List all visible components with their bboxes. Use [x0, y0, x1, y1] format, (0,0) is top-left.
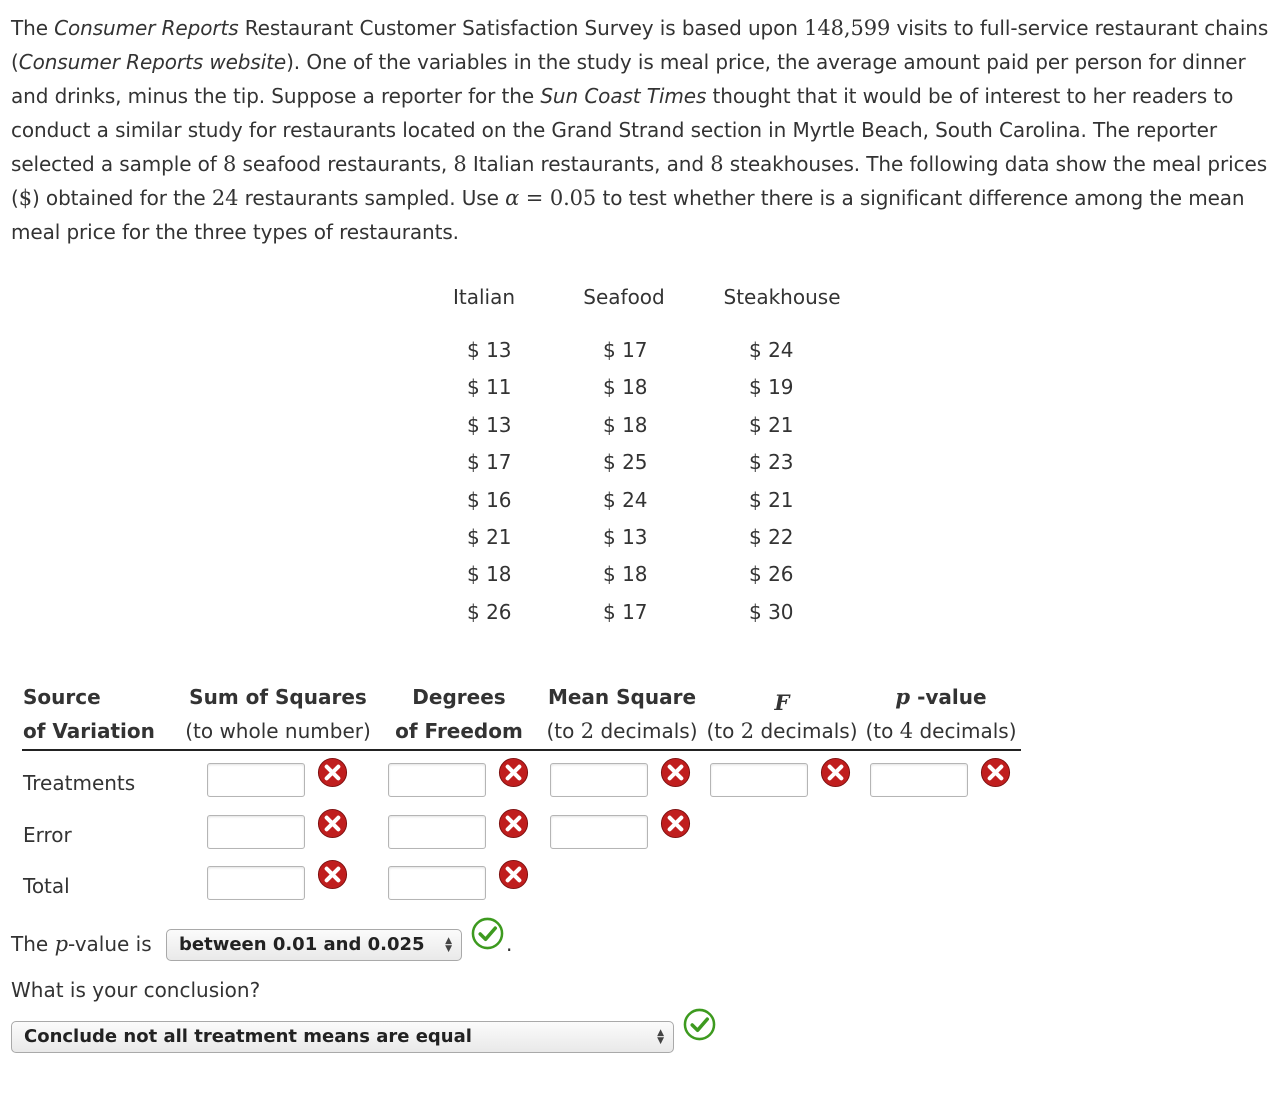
- conclusion-select[interactable]: [11, 1021, 674, 1053]
- conclusion-selected: Conclude not all treatment means are equal: [24, 1026, 472, 1047]
- header-p-value: p -value (to 4 decimals): [865, 684, 1017, 743]
- column-header-steakhouse: Steakhouse: [723, 285, 841, 309]
- price-cell: $ 17: [603, 599, 648, 624]
- treatments-f-input[interactable]: [710, 763, 808, 797]
- treatments-df-input[interactable]: [388, 763, 486, 797]
- error-df-input[interactable]: [388, 815, 486, 849]
- header-f-statistic: F (to 2 decimals): [706, 690, 858, 743]
- row-label-error: Error: [23, 823, 72, 847]
- row-label-total: Total: [23, 874, 70, 898]
- header-source: Source of Variation: [23, 685, 155, 743]
- anova-header-divider: [22, 749, 1021, 751]
- price-cell: $ 16: [467, 487, 512, 512]
- select-arrows-icon: ▲ ▼: [445, 936, 452, 954]
- price-cell: $ 25: [603, 450, 648, 475]
- price-cell: $ 21: [749, 412, 794, 437]
- incorrect-icon: [659, 756, 692, 789]
- incorrect-icon: [497, 807, 530, 840]
- incorrect-icon: [497, 858, 530, 891]
- incorrect-icon: [659, 807, 692, 840]
- p-value-range-selected: between 0.01 and 0.025: [179, 934, 425, 955]
- price-cell: $ 17: [467, 450, 512, 475]
- price-cell: $ 24: [749, 338, 794, 362]
- conclusion-prompt: What is your conclusion?: [11, 978, 261, 1002]
- header-mean-square: Mean Square (to 2 decimals): [546, 685, 698, 743]
- price-cell: $ 13: [603, 525, 648, 549]
- price-cell: $ 11: [467, 375, 512, 400]
- price-cell: $ 13: [467, 338, 512, 362]
- price-cell: $ 21: [749, 487, 794, 512]
- incorrect-icon: [316, 858, 349, 891]
- price-cell: $ 22: [749, 525, 794, 549]
- incorrect-icon: [316, 756, 349, 789]
- header-degrees-of-freedom: Degrees of Freedom: [395, 685, 523, 743]
- treatments-ms-input[interactable]: [550, 763, 648, 797]
- p-value-range-select[interactable]: [166, 929, 462, 961]
- header-sum-of-squares: Sum of Squares (to whole number): [185, 685, 371, 743]
- correct-icon: [683, 1008, 716, 1041]
- price-cell: $ 18: [467, 562, 512, 587]
- price-cell: $ 24: [603, 487, 648, 512]
- price-cell: $ 18: [603, 412, 648, 437]
- incorrect-icon: [497, 756, 530, 789]
- column-header-italian: Italian: [452, 285, 516, 309]
- correct-icon: [471, 917, 504, 950]
- p-value-prompt: The p-value is: [11, 932, 152, 956]
- column-header-seafood: Seafood: [583, 285, 665, 309]
- price-cell: $ 21: [467, 525, 512, 549]
- price-cell: $ 18: [603, 562, 648, 587]
- price-cell: $ 17: [603, 338, 648, 362]
- price-cell: $ 19: [749, 375, 794, 400]
- price-cell: $ 13: [467, 412, 512, 437]
- price-cell: $ 30: [749, 599, 794, 624]
- price-cell: $ 26: [749, 562, 794, 587]
- total-df-input[interactable]: [388, 866, 486, 900]
- price-cell: $ 23: [749, 450, 794, 475]
- price-cell: $ 18: [603, 375, 648, 400]
- treatments-p-value-input[interactable]: [870, 763, 968, 797]
- error-ms-input[interactable]: [550, 815, 648, 849]
- price-cell: $ 26: [467, 599, 512, 624]
- total-ss-input[interactable]: [207, 866, 305, 900]
- row-label-treatments: Treatments: [23, 771, 136, 795]
- p-value-sentence-period: .: [506, 932, 513, 956]
- treatments-ss-input[interactable]: [207, 763, 305, 797]
- select-arrows-icon: ▲ ▼: [657, 1028, 664, 1046]
- error-ss-input[interactable]: [207, 815, 305, 849]
- incorrect-icon: [819, 756, 852, 789]
- incorrect-icon: [979, 756, 1012, 789]
- problem-statement: The Consumer Reports Restaurant Customer Satisfaction Survey is based upon 148,599 visits to full-service restaurant chains (Consumer Reports website). One of the variables in the study is meal price, the average amount paid per person for dinner and drinks, minus the tip. Suppose a reporter for the Sun Coast Times thought that it would be of interest to her readers to conduct a similar study for restaurants located on the Grand Strand section in Myrtle Beach, South Carolina. The reporter selected a sample of 8 seafood restaurants, 8 Italian restaurants, and 8 steakhouses. The following data show the meal prices ($) obtained for the 24 restaurants sampled. Use α = 0.05 to test whether there is a significant difference among the mean meal price for the three types of restaurants.: [11, 16, 1269, 244]
- incorrect-icon: [316, 807, 349, 840]
